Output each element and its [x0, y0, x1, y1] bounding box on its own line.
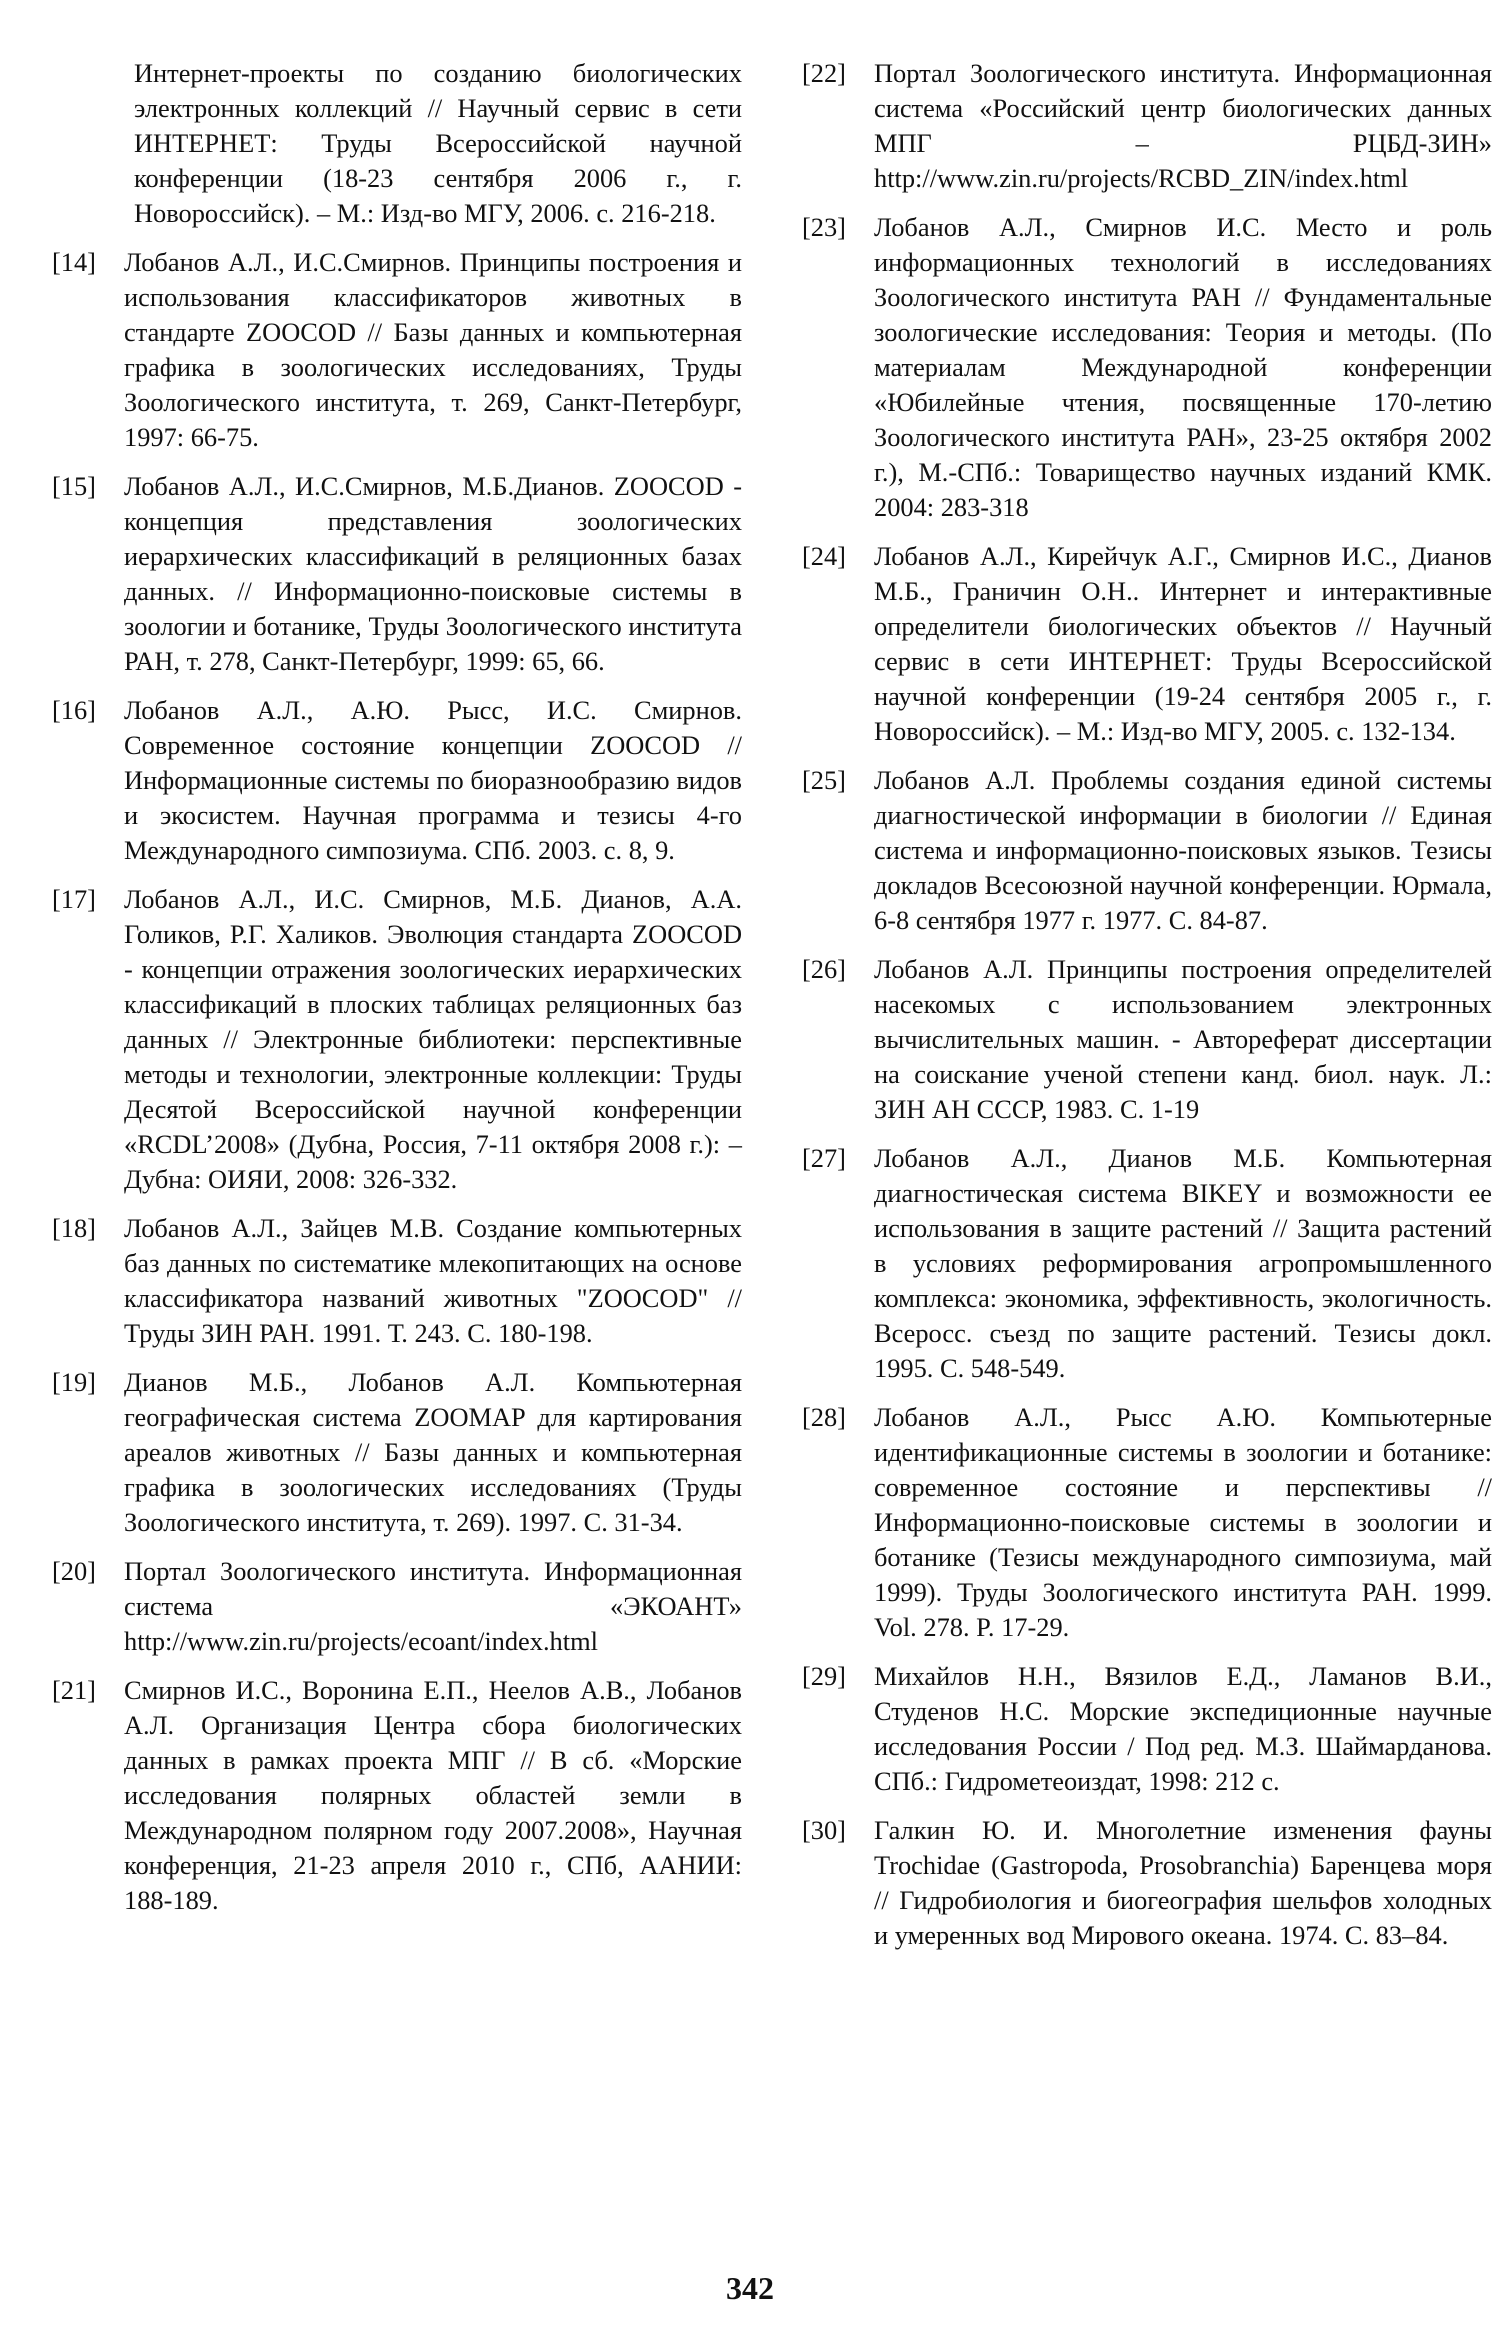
reference-item [52, 1365, 742, 1540]
reference-number: [16] [52, 695, 96, 725]
reference-text: Портал Зоологического института. Информационная система «ЭКОАНТ» http://www.zin.ru/projects/ecoant/index.html [124, 1556, 742, 1656]
reference-number: [29] [802, 1661, 846, 1691]
reference-item [802, 1400, 1492, 1645]
page-number: 342 [726, 2270, 774, 2306]
reference-number: [27] [802, 1143, 846, 1173]
reference-item [802, 539, 1492, 749]
reference-number: [17] [52, 884, 96, 914]
reference-list-right [802, 56, 1492, 1953]
reference-item [52, 469, 742, 679]
reference-text: Галкин Ю. И. Многолетние изменения фауны Trochidae (Gastropoda, Prosobranchia) Баренцева моря // Гидробиология и биогеография шельфов холодных и умеренных вод Мирового океана. 1974. С. 83–84. [874, 1815, 1492, 1950]
reference-text: Лобанов А.Л., Смирнов И.С. Место и роль информационных технологий в исследованиях Зоологического института РАН // Фундаментальные зоологические исследования: Теория и методы. (По материалам Международной конференции «Юбилейные чтения, посвященные 170-летию Зоологического института РАН», 23-25 октября 2002 г.), М.-СПб.: Товарищество научных изданий КМК. 2004: 283-318 [874, 212, 1492, 522]
reference-text: Портал Зоологического института. Информационная система «Российский центр биологических данных МПГ – РЦБД-ЗИН» http://www.zin.ru/projects/RCBD_ZIN/index.html [874, 58, 1492, 193]
reference-item [802, 210, 1492, 525]
reference-number: [25] [802, 765, 846, 795]
reference-list-left [52, 245, 742, 1918]
reference-number: [14] [52, 247, 96, 277]
reference-item [802, 952, 1492, 1127]
reference-item [52, 1554, 742, 1659]
reference-number: [18] [52, 1213, 96, 1243]
reference-number: [20] [52, 1556, 96, 1586]
reference-number: [24] [802, 541, 846, 571]
reference-number: [28] [802, 1402, 846, 1432]
reference-item [52, 1673, 742, 1918]
reference-text: Смирнов И.С., Воронина Е.П., Неелов А.В., Лобанов А.Л. Организация Центра сбора биологических данных в рамках проекта МПГ // В сб. «Морские исследования полярных областей земли в Международном полярном году 2007.2008», Научная конференция, 21-23 апреля 2010 г., СПб, ААНИИ: 188-189. [124, 1675, 742, 1915]
reference-item [802, 1659, 1492, 1799]
reference-text: Лобанов А.Л., Зайцев М.В. Создание компьютерных баз данных по систематике млекопитающих на основе классификатора названий животных "ZOOCOD" // Труды ЗИН РАН. 1991. Т. 243. С. 180-198. [124, 1213, 742, 1348]
reference-text: Лобанов А.Л., И.С.Смирнов, М.Б.Дианов. ZOOCOD - концепция представления зоологических иерархических классификаций в реляционных базах данных. // Информационно-поисковые системы в зоологии и ботанике, Труды Зоологического института РАН, т. 278, Санкт-Петербург, 1999: 65, 66. [124, 471, 742, 676]
reference-number: [22] [802, 58, 846, 88]
reference-text: Михайлов Н.Н., Вязилов Е.Д., Ламанов В.И., Студенов Н.С. Морские экспедиционные научные исследования России / Под ред. М.З. Шаймарданова. СПб.: Гидрометеоиздат, 1998: 212 с. [874, 1661, 1492, 1796]
reference-item [52, 245, 742, 455]
reference-text: Лобанов А.Л., Рысс А.Ю. Компьютерные идентификационные системы в зоологии и ботанике: современное состояние и перспективы // Информационно-поисковые системы в зоологии и ботанике (Тезисы международного симпозиума, май 1999). Труды Зоологического института РАН. 1999. Vol. 278. P. 17-29. [874, 1402, 1492, 1642]
reference-number: [19] [52, 1367, 96, 1397]
reference-item [52, 882, 742, 1197]
reference-number: [21] [52, 1675, 96, 1705]
right-column [802, 56, 1492, 1967]
reference-text: Лобанов А.Л., И.С. Смирнов, М.Б. Дианов, А.А. Голиков, Р.Г. Халиков. Эволюция стандарта ZOOCOD - концепции отражения зоологических иерархических классификаций в плоских таблицах реляционных баз данных // Электронные библиотеки: перспективные методы и технологии, электронные коллекции: Труды Десятой Всероссийской научной конференции «RCDL’2008» (Дубна, Россия, 7-11 октября 2008 г.): – Дубна: ОИЯИ, 2008: 326-332. [124, 884, 742, 1194]
reference-number: [26] [802, 954, 846, 984]
reference-item [52, 1211, 742, 1351]
reference-number: [30] [802, 1815, 846, 1845]
reference-text: Лобанов А.Л. Проблемы создания единой системы диагностической информации в биологии // Единая система и информационно-поисковых языков. Тезисы докладов Всесоюзной научной конференции. Юрмала, 6-8 сентября 1977 г. 1977. С. 84-87. [874, 765, 1492, 935]
reference-item [52, 693, 742, 868]
reference-text: Дианов М.Б., Лобанов А.Л. Компьютерная географическая система ZOOMAP для картирования ареалов животных // Базы данных и компьютерная графика в зоологических исследованиях (Труды Зоологического института, т. 269). 1997. С. 31-34. [124, 1367, 742, 1537]
reference-item [802, 763, 1492, 938]
reference-text: Лобанов А.Л., Кирейчук А.Г., Смирнов И.С., Дианов М.Б., Граничин О.Н.. Интернет и интерактивные определители биологических объектов // Научный сервис в сети ИНТЕРНЕТ: Труды Всероссийской научной конференции (19-24 сентября 2005 г., г. Новороссийск). – М.: Изд-во МГУ, 2005. с. 132-134. [874, 541, 1492, 746]
reference-number: [15] [52, 471, 96, 501]
reference-text: Лобанов А.Л., А.Ю. Рысс, И.С. Смирнов. Современное состояние концепции ZOOCOD // Информационные системы по биоразнообразию видов и экосистем. Научная программа и тезисы 4-го Международного симпозиума. СПб. 2003. с. 8, 9. [124, 695, 742, 865]
reference-number: [23] [802, 212, 846, 242]
reference-text: Лобанов А.Л., Дианов М.Б. Компьютерная диагностическая система BIKEY и возможности ее использования в защите растений // Защита растений в условиях реформирования агропромышленного комплекса: экономика, эффективность, экологичность. Всеросс. съезд по защите растений. Тезисы докл. 1995. С. 548-549. [874, 1143, 1492, 1383]
reference-item [802, 1813, 1492, 1953]
reference-continuation: Интернет-проекты по созданию биологических электронных коллекций // Научный сервис в сети ИНТЕРНЕТ: Труды Всероссийской научной конференции (18-23 сентября 2006 г., г. Новороссийск). – М.: Изд-во МГУ, 2006. с. 216-218. [134, 58, 742, 228]
left-column [52, 56, 742, 1932]
reference-item [802, 1141, 1492, 1386]
reference-text: Лобанов А.Л. Принципы построения определителей насекомых с использованием электронных вычислительных машин. - Автореферат диссертации на соискание ученой степени канд. биол. наук. Л.: ЗИН АН СССР, 1983. С. 1-19 [874, 954, 1492, 1124]
reference-item [802, 56, 1492, 196]
reference-text: Лобанов А.Л., И.С.Смирнов. Принципы построения и использования классификаторов животных в стандарте ZOOCOD // Базы данных и компьютерная графика в зоологических исследованиях, Труды Зоологического института, т. 269, Санкт-Петербург, 1997: 66-75. [124, 247, 742, 452]
